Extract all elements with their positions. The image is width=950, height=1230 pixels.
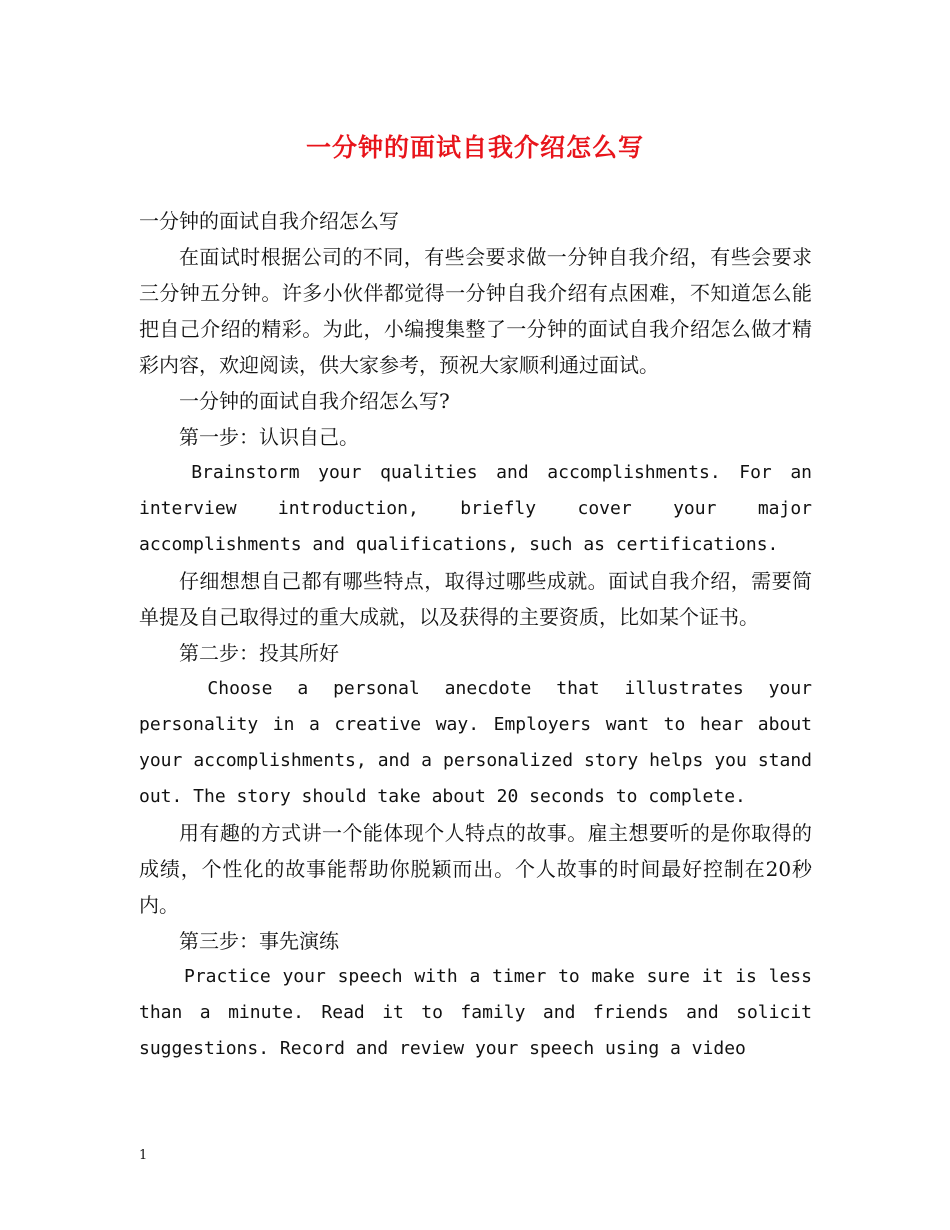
paragraph-heading-repeat: 一分钟的面试自我介绍怎么写 bbox=[139, 209, 399, 233]
step-two-heading: 第二步：投其所好 bbox=[179, 641, 339, 665]
step-three-heading: 第三步：事先演练 bbox=[179, 929, 339, 953]
step-one-english: Brainstorm your qualities and accomplishments. For an interview introduction, briefly cover your major accomplishments and qualifications, such as certifications. bbox=[139, 462, 812, 555]
document-title: 一分钟的面试自我介绍怎么写 bbox=[305, 133, 644, 162]
paragraph-question: 一分钟的面试自我介绍怎么写? bbox=[179, 389, 450, 413]
step-two-chinese: 用有趣的方式讲一个能体现个人特点的故事。雇主想要听的是你取得的成绩，个性化的故事能帮助你脱颖而出。个人故事的时间最好控制在20秒内。 bbox=[139, 821, 812, 917]
paragraph-intro: 在面试时根据公司的不同，有些会要求做一分钟自我介绍，有些会要求三分钟五分钟。许多小伙伴都觉得一分钟自我介绍有点困难，不知道怎么能把自己介绍的精彩。为此，小编搜集整了一分钟的面试自我介绍怎么做才精彩内容，欢迎阅读，供大家参考，预祝大家顺利通过面试。 bbox=[139, 245, 812, 377]
step-three-english: Practice your speech with a timer to make sure it is less than a minute. Read it to family and friends and solicit suggestions. Record and review your speech using a video bbox=[139, 966, 812, 1059]
step-one-heading: 第一步：认识自己。 bbox=[179, 425, 359, 449]
page-number: 1 bbox=[139, 1148, 148, 1163]
step-one-chinese: 仔细想想自己都有哪些特点，取得过哪些成就。面试自我介绍，需要简单提及自己取得过的重大成就，以及获得的主要资质，比如某个证书。 bbox=[139, 569, 812, 629]
document-body bbox=[139, 203, 812, 1067]
step-two-english: Choose a personal anecdote that illustrates your personality in a creative way. Employers want to hear about your accomplishments, and a personalized story helps you stand out. The story should take about 20 seconds to complete. bbox=[139, 678, 812, 807]
